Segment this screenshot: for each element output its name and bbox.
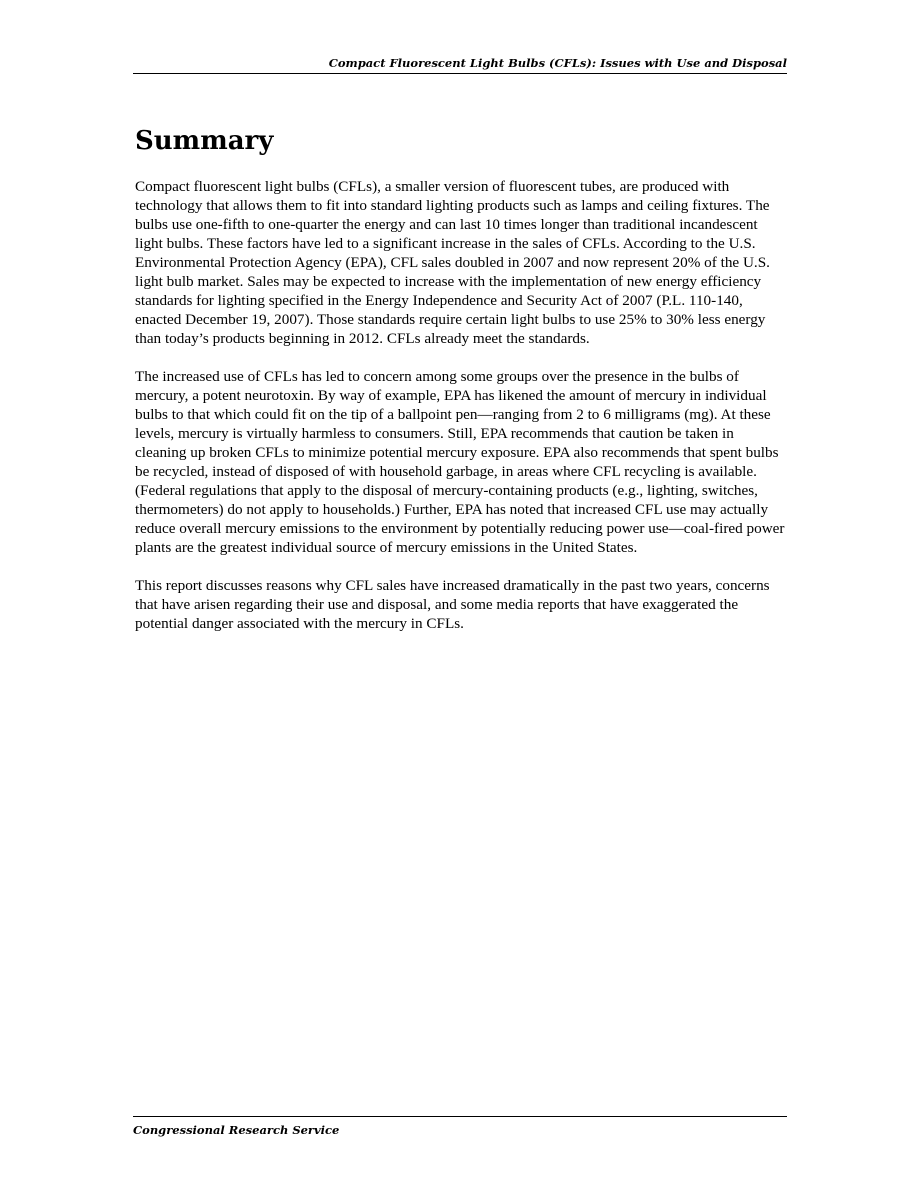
running-header-title: Compact Fluorescent Light Bulbs (CFLs): Issues with Use and Disposal xyxy=(328,56,787,70)
page-title: Summary xyxy=(135,126,274,156)
summary-paragraph-2: The increased use of CFLs has led to concern among some groups over the presence in the bulbs of mercury, a potent neurotoxin. By way of example, EPA has likened the amount of mercury in individual bulbs to that which could fit on the tip of a ballpoint pen—ranging from 2 to 6 milligrams (mg). At these levels, mercury is virtually harmless to consumers. Still, EPA recommends that caution be taken in cleaning up broken CFLs to minimize potential mercury exposure. EPA also recommends that spent bulbs be recycled, instead of disposed of with household garbage, in areas where CFL recycling is available. (Federal regulations that apply to the disposal of mercury-containing products (e.g., lighting, switches, thermometers) do not apply to households.) Further, EPA has noted that increased CFL use may actually reduce overall mercury emissions to the environment by potentially reducing power use—coal-fired power plants are the greatest individual source of mercury emissions in the United States. xyxy=(135,368,785,556)
footer-organization: Congressional Research Service xyxy=(133,1123,340,1137)
running-header xyxy=(133,55,787,74)
summary-body xyxy=(135,177,789,652)
running-footer xyxy=(133,1116,787,1138)
summary-paragraph-3: This report discusses reasons why CFL sales have increased dramatically in the past two years, concerns that have arisen regarding their use and disposal, and some media reports that have exaggerated the potential danger associated with the mercury in CFLs. xyxy=(135,577,770,632)
summary-paragraph-1: Compact fluorescent light bulbs (CFLs), a smaller version of fluorescent tubes, are produced with technology that allows them to fit into standard lighting products such as lamps and ceiling fixtures. The bulbs use one-fifth to one-quarter the energy and can last 10 times longer than traditional incandescent light bulbs. These factors have led to a significant increase in the sales of CFLs. According to the U.S. Environmental Protection Agency (EPA), CFL sales doubled in 2007 and now represent 20% of the U.S. light bulb market. Sales may be expected to increase with the implementation of new energy efficiency standards for lighting specified in the Energy Independence and Security Act of 2007 (P.L. 110-140, enacted December 19, 2007). Those standards require certain light bulbs to use 25% to 30% less energy than today’s products beginning in 2012. CFLs already meet the standards. xyxy=(135,178,770,347)
